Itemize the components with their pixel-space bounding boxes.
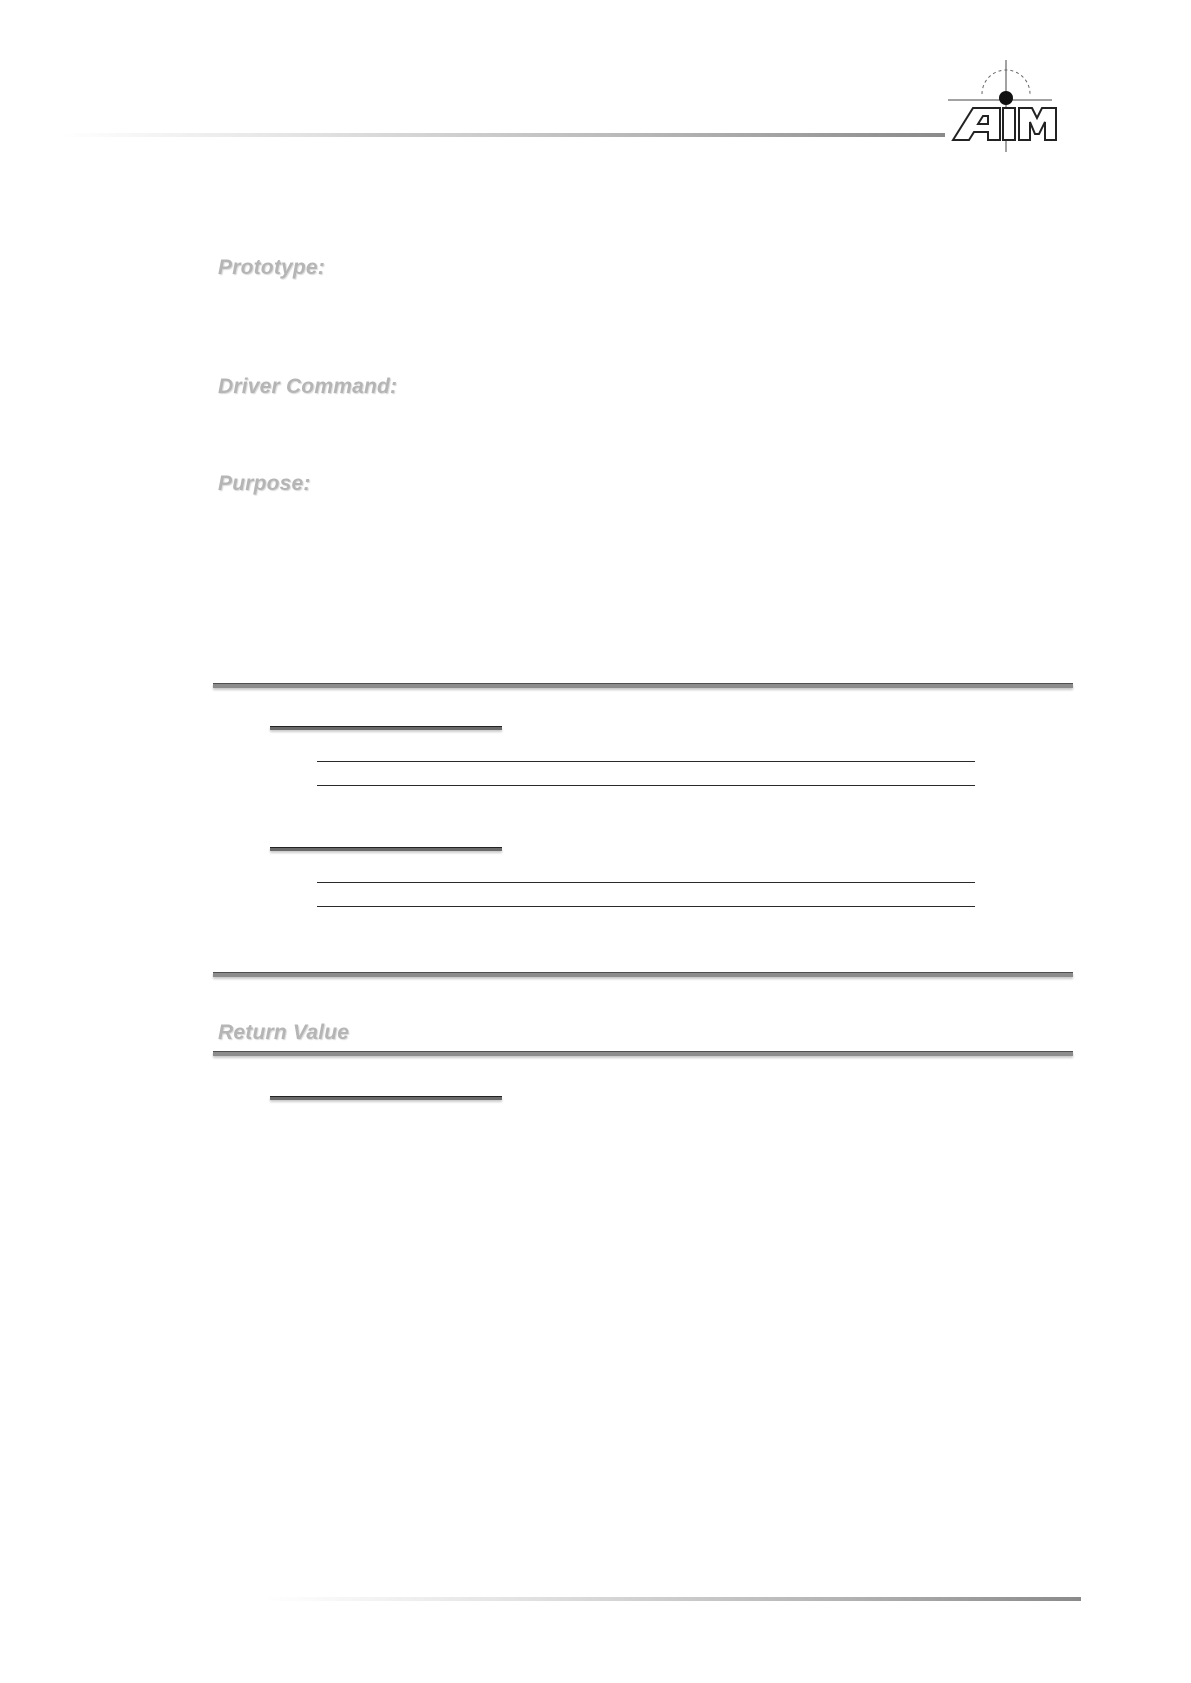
table-row-rule [317,882,975,883]
aim-logo [940,58,1060,154]
aim-wordmark [953,108,1056,140]
purpose-heading: Purpose: [218,472,311,495]
header-rule [60,133,945,137]
section-rule [213,683,1073,688]
table-header-rule [270,847,502,851]
section-rule [213,1051,1073,1056]
table-header-rule [270,726,502,730]
footer-rule [265,1597,1081,1601]
section-rule [213,972,1073,977]
prototype-heading: Prototype: [218,256,325,279]
table-row-rule [317,906,975,907]
table-row-rule [317,761,975,762]
driver-command-heading: Driver Command: [218,375,398,398]
return-value-heading: Return Value [218,1021,350,1044]
table-row-rule [317,785,975,786]
table-header-rule [270,1096,502,1100]
